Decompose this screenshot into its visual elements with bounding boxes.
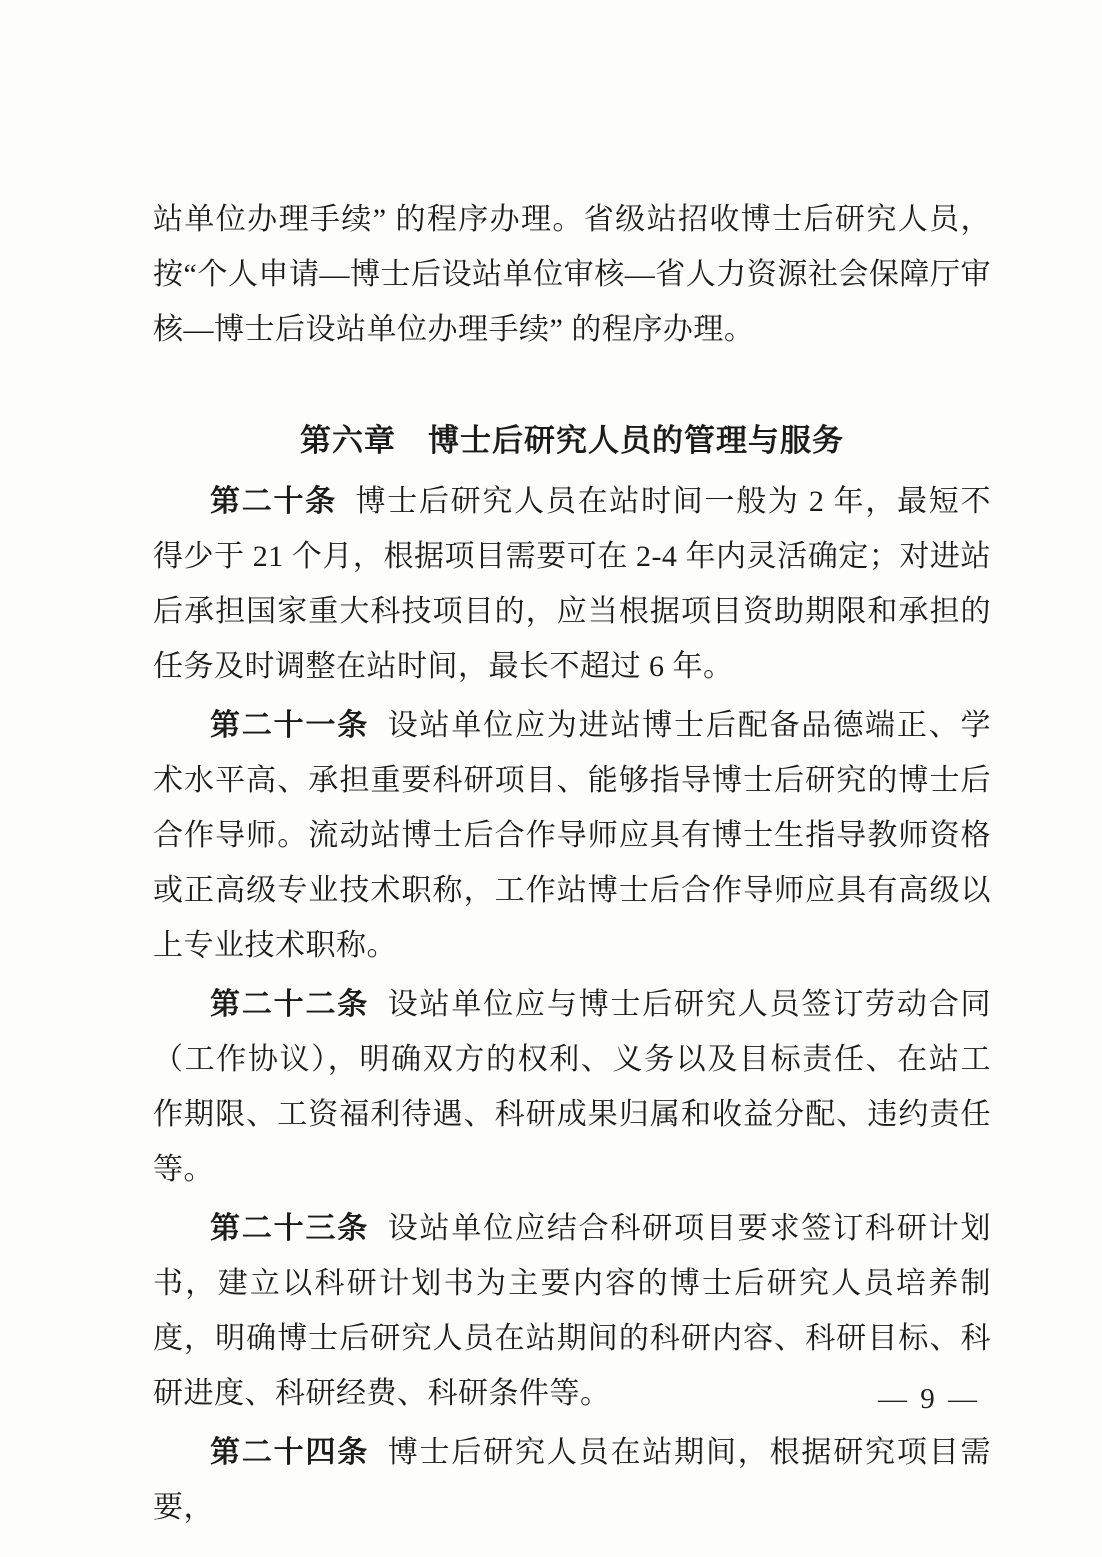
page-number: — 9 — [878, 1383, 980, 1415]
article-label: 第二十条 [210, 485, 337, 518]
article-text: 设站单位应结合科研项目要求签订科研计划书，建立以科研计划书为主要内容的博士后研究人员培养制度，明确博士后研究人员在站期间的科研内容、科研目标、科研进度、科研经费、科研条件等。 [153, 1212, 992, 1410]
article-label: 第二十二条 [210, 988, 370, 1021]
article-paragraph-23 [153, 1201, 991, 1421]
article-text: 设站单位应与博士后研究人员签订劳动合同（工作协议），明确双方的权利、义务以及目标责任、在站工作期限、工资福利待遇、科研成果归属和收益分配、违约责任等。 [153, 988, 992, 1186]
continuation-paragraph: 站单位办理手续” 的程序办理。省级站招收博士后研究人员，按“个人申请—博士后设站单位审核—省人力资源社会保障厅审核—博士后设站单位办理手续” 的程序办理。 [153, 203, 991, 346]
article-paragraph-24 [153, 1425, 991, 1535]
article-paragraph-20 [153, 474, 991, 694]
page-content [153, 192, 991, 1535]
article-text: 设站单位应为进站博士后配备品德端正、学术水平高、承担重要科研项目、能够指导博士后研究的博士后合作导师。流动站博士后合作导师应具有博士生指导教师资格或正高级专业技术职称，工作站博士后合作导师应具有高级以上专业技术职称。 [153, 709, 992, 962]
article-text: 博士后研究人员在站期间，根据研究项目需要， [153, 1436, 992, 1524]
article-label: 第二十四条 [210, 1436, 370, 1469]
article-label: 第二十一条 [210, 709, 370, 742]
article-text: 博士后研究人员在站时间一般为 2 年，最短不得少于 21 个月，根据项目需要可在 2-4 年内灵活确定；对进站后承担国家重大科技项目的，应当根据项目资助期限和承担的任务及时调整在站时间，最长不超过 6 年。 [153, 485, 992, 683]
chapter-heading: 第六章 博士后研究人员的管理与服务 [300, 423, 844, 458]
article-label: 第二十三条 [210, 1212, 370, 1245]
article-paragraph-21 [153, 698, 991, 973]
article-paragraph-22 [153, 977, 991, 1197]
